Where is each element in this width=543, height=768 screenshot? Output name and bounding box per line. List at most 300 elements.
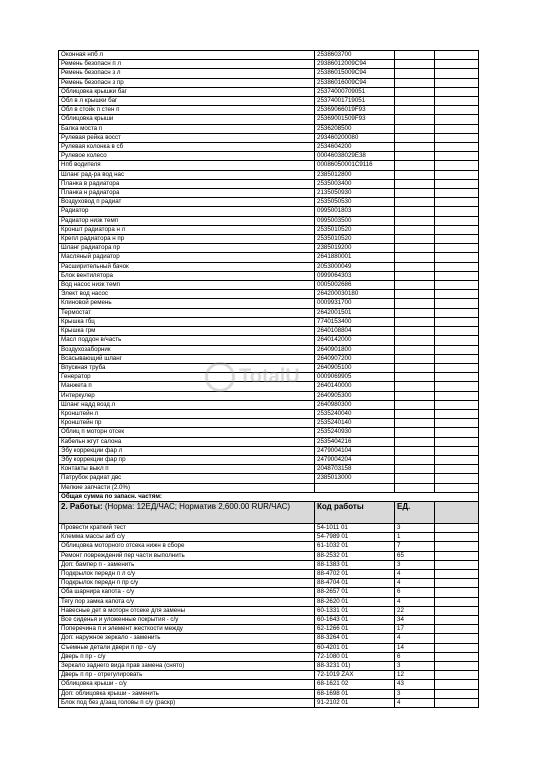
part-qty — [395, 69, 435, 78]
part-row — [59, 474, 479, 483]
part-qty — [395, 152, 435, 161]
part-number: 2640907200 — [315, 354, 395, 363]
part-name: Шланг радиатора пр — [59, 244, 315, 253]
part-extra — [435, 391, 479, 400]
work-extra — [435, 634, 479, 643]
part-extra — [435, 437, 479, 446]
part-row — [59, 133, 479, 142]
part-extra — [435, 271, 479, 280]
part-number: 0995003500 — [315, 216, 395, 225]
work-extra — [435, 542, 479, 551]
work-name: Облицовка крыши - с/у — [59, 680, 315, 689]
work-row — [59, 533, 479, 542]
work-row — [59, 689, 479, 698]
part-qty — [395, 143, 435, 152]
part-extra — [435, 152, 479, 161]
part-extra — [435, 69, 479, 78]
part-row — [59, 152, 479, 161]
part-extra — [435, 51, 479, 60]
part-row — [59, 106, 479, 115]
work-row — [59, 625, 479, 634]
work-name: Облицовка моторного отсека нижн в сборе — [59, 542, 315, 551]
part-name: Клиновой ремень — [59, 299, 315, 308]
part-name: Ремень безопасн з л — [59, 69, 315, 78]
works-norm: (Норма: 12ЕД/ЧАС; Норматив 2,600.00 RUR/ЧАС) — [104, 501, 291, 511]
part-name: Элект вод насос — [59, 290, 315, 299]
part-number: 2536208500 — [315, 124, 395, 133]
work-extra — [435, 569, 479, 578]
part-extra — [435, 235, 479, 244]
work-code: 88-2657 01 — [315, 588, 395, 597]
work-code: 61-1032 01 — [315, 542, 395, 551]
part-extra — [435, 419, 479, 428]
part-qty — [395, 97, 435, 106]
part-qty — [395, 400, 435, 409]
part-number: 2535010520 — [315, 225, 395, 234]
part-qty — [395, 428, 435, 437]
part-extra — [435, 253, 479, 262]
part-number: 25374001719051 — [315, 97, 395, 106]
work-units: 14 — [395, 643, 435, 652]
part-number: 264200030180 — [315, 290, 395, 299]
part-extra — [435, 60, 479, 69]
work-units: 22 — [395, 606, 435, 615]
part-row — [59, 455, 479, 464]
work-extra — [435, 643, 479, 652]
part-qty — [395, 336, 435, 345]
work-extra — [435, 625, 479, 634]
part-number: 2640108804 — [315, 327, 395, 336]
work-extra — [435, 551, 479, 560]
part-row — [59, 69, 479, 78]
part-number: 2534604200 — [315, 143, 395, 152]
part-qty — [395, 419, 435, 428]
part-qty — [395, 483, 435, 492]
part-qty — [395, 345, 435, 354]
work-name: Оба шарнира капота - с/у — [59, 588, 315, 597]
work-row — [59, 597, 479, 606]
part-row — [59, 124, 479, 133]
part-row — [59, 281, 479, 290]
part-number: 25374000709051 — [315, 87, 395, 96]
work-extra — [435, 588, 479, 597]
watermark-ring-icon — [205, 362, 235, 392]
work-units: 6 — [395, 652, 435, 661]
watermark-text: TotalU — [239, 365, 300, 388]
work-name: Зеркало заднего вида прав замена (снято) — [59, 662, 315, 671]
part-name: Облицовка крышки баг — [59, 87, 315, 96]
part-name: Патрубок радиат двс — [59, 474, 315, 483]
part-extra — [435, 106, 479, 115]
parts-total-row — [59, 492, 479, 501]
work-name: Провести краткий тест — [59, 523, 315, 532]
part-number: 25386015009C94 — [315, 69, 395, 78]
work-extra — [435, 615, 479, 624]
part-number: 25386016009C94 — [315, 78, 395, 87]
part-number: 2535010520 — [315, 235, 395, 244]
part-name: Всасывающий шланг — [59, 354, 315, 363]
part-number: 2535240930 — [315, 428, 395, 437]
part-number: 2385013000 — [315, 474, 395, 483]
work-units: 34 — [395, 615, 435, 624]
work-row — [59, 551, 479, 560]
part-extra — [435, 216, 479, 225]
part-number: 2479004204 — [315, 455, 395, 464]
part-name: Блок вентилятора — [59, 271, 315, 280]
part-name: Кронштейн л — [59, 409, 315, 418]
work-units: 1 — [395, 533, 435, 542]
part-row — [59, 235, 479, 244]
work-units: 3 — [395, 662, 435, 671]
part-qty — [395, 271, 435, 280]
part-extra — [435, 198, 479, 207]
part-row — [59, 87, 479, 96]
part-row — [59, 308, 479, 317]
work-row — [59, 680, 479, 689]
part-number: 0009931700 — [315, 299, 395, 308]
part-name: Интеркулер — [59, 391, 315, 400]
part-number: 2642001501 — [315, 308, 395, 317]
work-code: 88-3231 01) — [315, 662, 395, 671]
part-extra — [435, 244, 479, 253]
part-row — [59, 336, 479, 345]
part-name: Рулевая колонка в сб — [59, 143, 315, 152]
part-name: Нпб водителя — [59, 161, 315, 170]
work-extra — [435, 671, 479, 680]
part-qty — [395, 253, 435, 262]
part-row — [59, 253, 479, 262]
part-qty — [395, 455, 435, 464]
part-name: Балка моста п — [59, 124, 315, 133]
part-name: Шланг надд возд л — [59, 400, 315, 409]
work-units: 12 — [395, 671, 435, 680]
part-number: 2640905300 — [315, 391, 395, 400]
part-qty — [395, 354, 435, 363]
parts-total-label: Общая сумма по запасн. частям: — [59, 492, 479, 501]
work-name: Тягу пор замка капота с/у — [59, 597, 315, 606]
work-row — [59, 671, 479, 680]
part-row — [59, 51, 479, 60]
part-qty — [395, 465, 435, 474]
work-extra — [435, 606, 479, 615]
part-qty — [395, 225, 435, 234]
work-units: 43 — [395, 680, 435, 689]
work-extra — [435, 523, 479, 532]
part-extra — [435, 465, 479, 474]
part-qty — [395, 124, 435, 133]
work-units: 7 — [395, 542, 435, 551]
part-extra — [435, 308, 479, 317]
part-extra — [435, 78, 479, 87]
part-number: 2535240140 — [315, 419, 395, 428]
part-qty — [395, 382, 435, 391]
part-name: Воздуховод п радиат — [59, 198, 315, 207]
part-number: 2535003400 — [315, 179, 395, 188]
part-number: 2535240040 — [315, 409, 395, 418]
part-qty — [395, 244, 435, 253]
part-number: 00086050001C9116 — [315, 161, 395, 170]
part-name: Воздухозаборник — [59, 345, 315, 354]
part-extra — [435, 143, 479, 152]
part-row — [59, 262, 479, 271]
part-row — [59, 428, 479, 437]
part-row — [59, 207, 479, 216]
part-row — [59, 271, 479, 280]
work-name: Подкрылок передн п пр с/у — [59, 579, 315, 588]
part-number: 25369066019F93 — [315, 106, 395, 115]
work-units: 3 — [395, 560, 435, 569]
part-name: Впускная труба — [59, 363, 315, 372]
work-row — [59, 643, 479, 652]
work-extra — [435, 662, 479, 671]
part-extra — [435, 354, 479, 363]
part-number: 00046038029E38 — [315, 152, 395, 161]
work-units: 4 — [395, 634, 435, 643]
part-row — [59, 97, 479, 106]
work-extra — [435, 652, 479, 661]
part-name: Крепл радиатора н пр — [59, 235, 315, 244]
part-qty — [395, 60, 435, 69]
part-number: 29386012009C94 — [315, 60, 395, 69]
part-qty — [395, 87, 435, 96]
part-number: 0995001803 — [315, 207, 395, 216]
part-name: Ремень безопасн п л — [59, 60, 315, 69]
part-qty — [395, 299, 435, 308]
part-number: 0005002686 — [315, 281, 395, 290]
part-row — [59, 244, 479, 253]
part-number: 2535404216 — [315, 437, 395, 446]
part-row — [59, 317, 479, 326]
part-extra — [435, 189, 479, 198]
parts-section — [59, 51, 479, 493]
part-row — [59, 290, 479, 299]
part-extra — [435, 409, 479, 418]
part-name: Шланг рад-ра вод нас — [59, 170, 315, 179]
part-number: 2640142000 — [315, 336, 395, 345]
part-qty — [395, 308, 435, 317]
part-extra — [435, 133, 479, 142]
work-extra — [435, 560, 479, 569]
works-header-row — [59, 501, 479, 523]
part-qty — [395, 363, 435, 372]
part-qty — [395, 51, 435, 60]
part-name: Кронштейн пр — [59, 419, 315, 428]
part-row — [59, 179, 479, 188]
work-code: 54-1011 01 — [315, 523, 395, 532]
works-section-title — [59, 501, 315, 523]
work-code: 91-2102 01 — [315, 698, 395, 707]
work-name: Навесные дет в моторн отсеке для замены — [59, 606, 315, 615]
work-row — [59, 634, 479, 643]
part-name: Генератор — [59, 373, 315, 382]
part-extra — [435, 474, 479, 483]
work-units: 4 — [395, 597, 435, 606]
work-units: 6 — [395, 588, 435, 597]
part-number: 2479004104 — [315, 446, 395, 455]
work-code: 72-1019 ZAX — [315, 671, 395, 680]
part-row — [59, 170, 479, 179]
work-extra — [435, 533, 479, 542]
part-number: 2048703158 — [315, 465, 395, 474]
part-name: Облицовка крыши — [59, 115, 315, 124]
works-section — [59, 523, 479, 707]
work-units: 3 — [395, 523, 435, 532]
part-qty — [395, 207, 435, 216]
part-row — [59, 299, 479, 308]
part-number — [315, 483, 395, 492]
part-qty — [395, 281, 435, 290]
work-extra — [435, 689, 479, 698]
part-extra — [435, 345, 479, 354]
work-code: 60-1643 01 — [315, 615, 395, 624]
part-name: Крышка гбц — [59, 317, 315, 326]
work-code: 88-2620 01 — [315, 597, 395, 606]
part-qty — [395, 327, 435, 336]
part-qty — [395, 446, 435, 455]
work-row — [59, 542, 479, 551]
part-extra — [435, 299, 479, 308]
part-row — [59, 216, 479, 225]
work-name: Дверь п пр - отрегулировать — [59, 671, 315, 680]
part-name: Масл поддон в/часть — [59, 336, 315, 345]
work-extra — [435, 597, 479, 606]
part-name: Оконная нпб л — [59, 51, 315, 60]
part-row — [59, 143, 479, 152]
work-name: Блок под без д/защ головы п с/у (раскр) — [59, 698, 315, 707]
part-qty — [395, 290, 435, 299]
part-number: 2640140000 — [315, 382, 395, 391]
part-extra — [435, 97, 479, 106]
part-extra — [435, 262, 479, 271]
work-row — [59, 569, 479, 578]
part-row — [59, 483, 479, 492]
part-row — [59, 419, 479, 428]
part-row — [59, 409, 479, 418]
work-row — [59, 560, 479, 569]
work-row — [59, 615, 479, 624]
part-name: Рулевое колесо — [59, 152, 315, 161]
work-code: 88-4704 01 — [315, 579, 395, 588]
part-extra — [435, 382, 479, 391]
part-qty — [395, 106, 435, 115]
part-extra — [435, 400, 479, 409]
part-number: 0999064303 — [315, 271, 395, 280]
work-name: Доп: бампер п - заменить — [59, 560, 315, 569]
part-extra — [435, 281, 479, 290]
work-name: Клемма массы акб с/у — [59, 533, 315, 542]
col-code-header: Код работы — [315, 501, 395, 523]
part-row — [59, 189, 479, 198]
part-name: Обл в л крышки баг — [59, 97, 315, 106]
part-qty — [395, 78, 435, 87]
part-number: 2640980300 — [315, 400, 395, 409]
part-name: Вод насос низк темп — [59, 281, 315, 290]
part-qty — [395, 235, 435, 244]
part-number: 25369001509F93 — [315, 115, 395, 124]
work-code: 88-4702 01 — [315, 569, 395, 578]
part-row — [59, 161, 479, 170]
work-row — [59, 652, 479, 661]
work-units: 4 — [395, 569, 435, 578]
part-row — [59, 78, 479, 87]
part-number: 2135050930 — [315, 189, 395, 198]
work-code: 88-3264 01 — [315, 634, 395, 643]
part-name: Радиатор — [59, 207, 315, 216]
part-extra — [435, 124, 479, 133]
part-number: 2535050530 — [315, 198, 395, 207]
part-qty — [395, 409, 435, 418]
part-name: Термостат — [59, 308, 315, 317]
part-name: Крышка грм — [59, 327, 315, 336]
part-number: 293460200080 — [315, 133, 395, 142]
work-row — [59, 588, 479, 597]
work-code: 60-4201 01 — [315, 643, 395, 652]
work-row — [59, 579, 479, 588]
works-title: 2. Работы: — [61, 501, 103, 511]
part-qty — [395, 179, 435, 188]
col-units-header: ЕД. — [395, 501, 435, 523]
work-row — [59, 662, 479, 671]
col-empty-header — [435, 501, 479, 523]
part-name: Эбу коррекции фар пр — [59, 455, 315, 464]
part-qty — [395, 198, 435, 207]
part-qty — [395, 262, 435, 271]
part-row — [59, 400, 479, 409]
part-number: 0009069905 — [315, 373, 395, 382]
work-code: 72-1080 01 — [315, 652, 395, 661]
part-extra — [435, 327, 479, 336]
part-extra — [435, 170, 479, 179]
part-qty — [395, 474, 435, 483]
work-code: 68-1621 02 — [315, 680, 395, 689]
part-extra — [435, 446, 479, 455]
work-code: 62-1266 01 — [315, 625, 395, 634]
part-qty — [395, 317, 435, 326]
part-number: 2640901800 — [315, 345, 395, 354]
work-units: 17 — [395, 625, 435, 634]
part-extra — [435, 161, 479, 170]
work-units: 65 — [395, 551, 435, 560]
work-code: 68-1698 01 — [315, 689, 395, 698]
work-row — [59, 523, 479, 532]
part-extra — [435, 428, 479, 437]
part-extra — [435, 87, 479, 96]
part-qty — [395, 170, 435, 179]
part-number: 2538603700 — [315, 51, 395, 60]
part-name: Планка в радиатора — [59, 179, 315, 188]
part-row — [59, 115, 479, 124]
part-extra — [435, 115, 479, 124]
part-name: Обл в стойк п стен п — [59, 106, 315, 115]
part-name: Ремень безопасн з пр — [59, 78, 315, 87]
part-extra — [435, 483, 479, 492]
work-row — [59, 606, 479, 615]
part-name: Расширительный бачок — [59, 262, 315, 271]
work-code: 60-1331 01 — [315, 606, 395, 615]
part-name: Эбу коррекции фар л — [59, 446, 315, 455]
part-extra — [435, 455, 479, 464]
part-qty — [395, 189, 435, 198]
work-name: Дверь п пр - с/у — [59, 652, 315, 661]
work-name: Доп: наружное зеркало - заменить — [59, 634, 315, 643]
work-name: Ремонт повреждений пер части выполнить — [59, 551, 315, 560]
part-name: Кабельн жгут салона — [59, 437, 315, 446]
part-row — [59, 465, 479, 474]
work-name: Поперечина п и элемент жесткости между — [59, 625, 315, 634]
part-qty — [395, 115, 435, 124]
work-name: Подкрылок передн п л с/у — [59, 569, 315, 578]
part-number: 2641880001 — [315, 253, 395, 262]
